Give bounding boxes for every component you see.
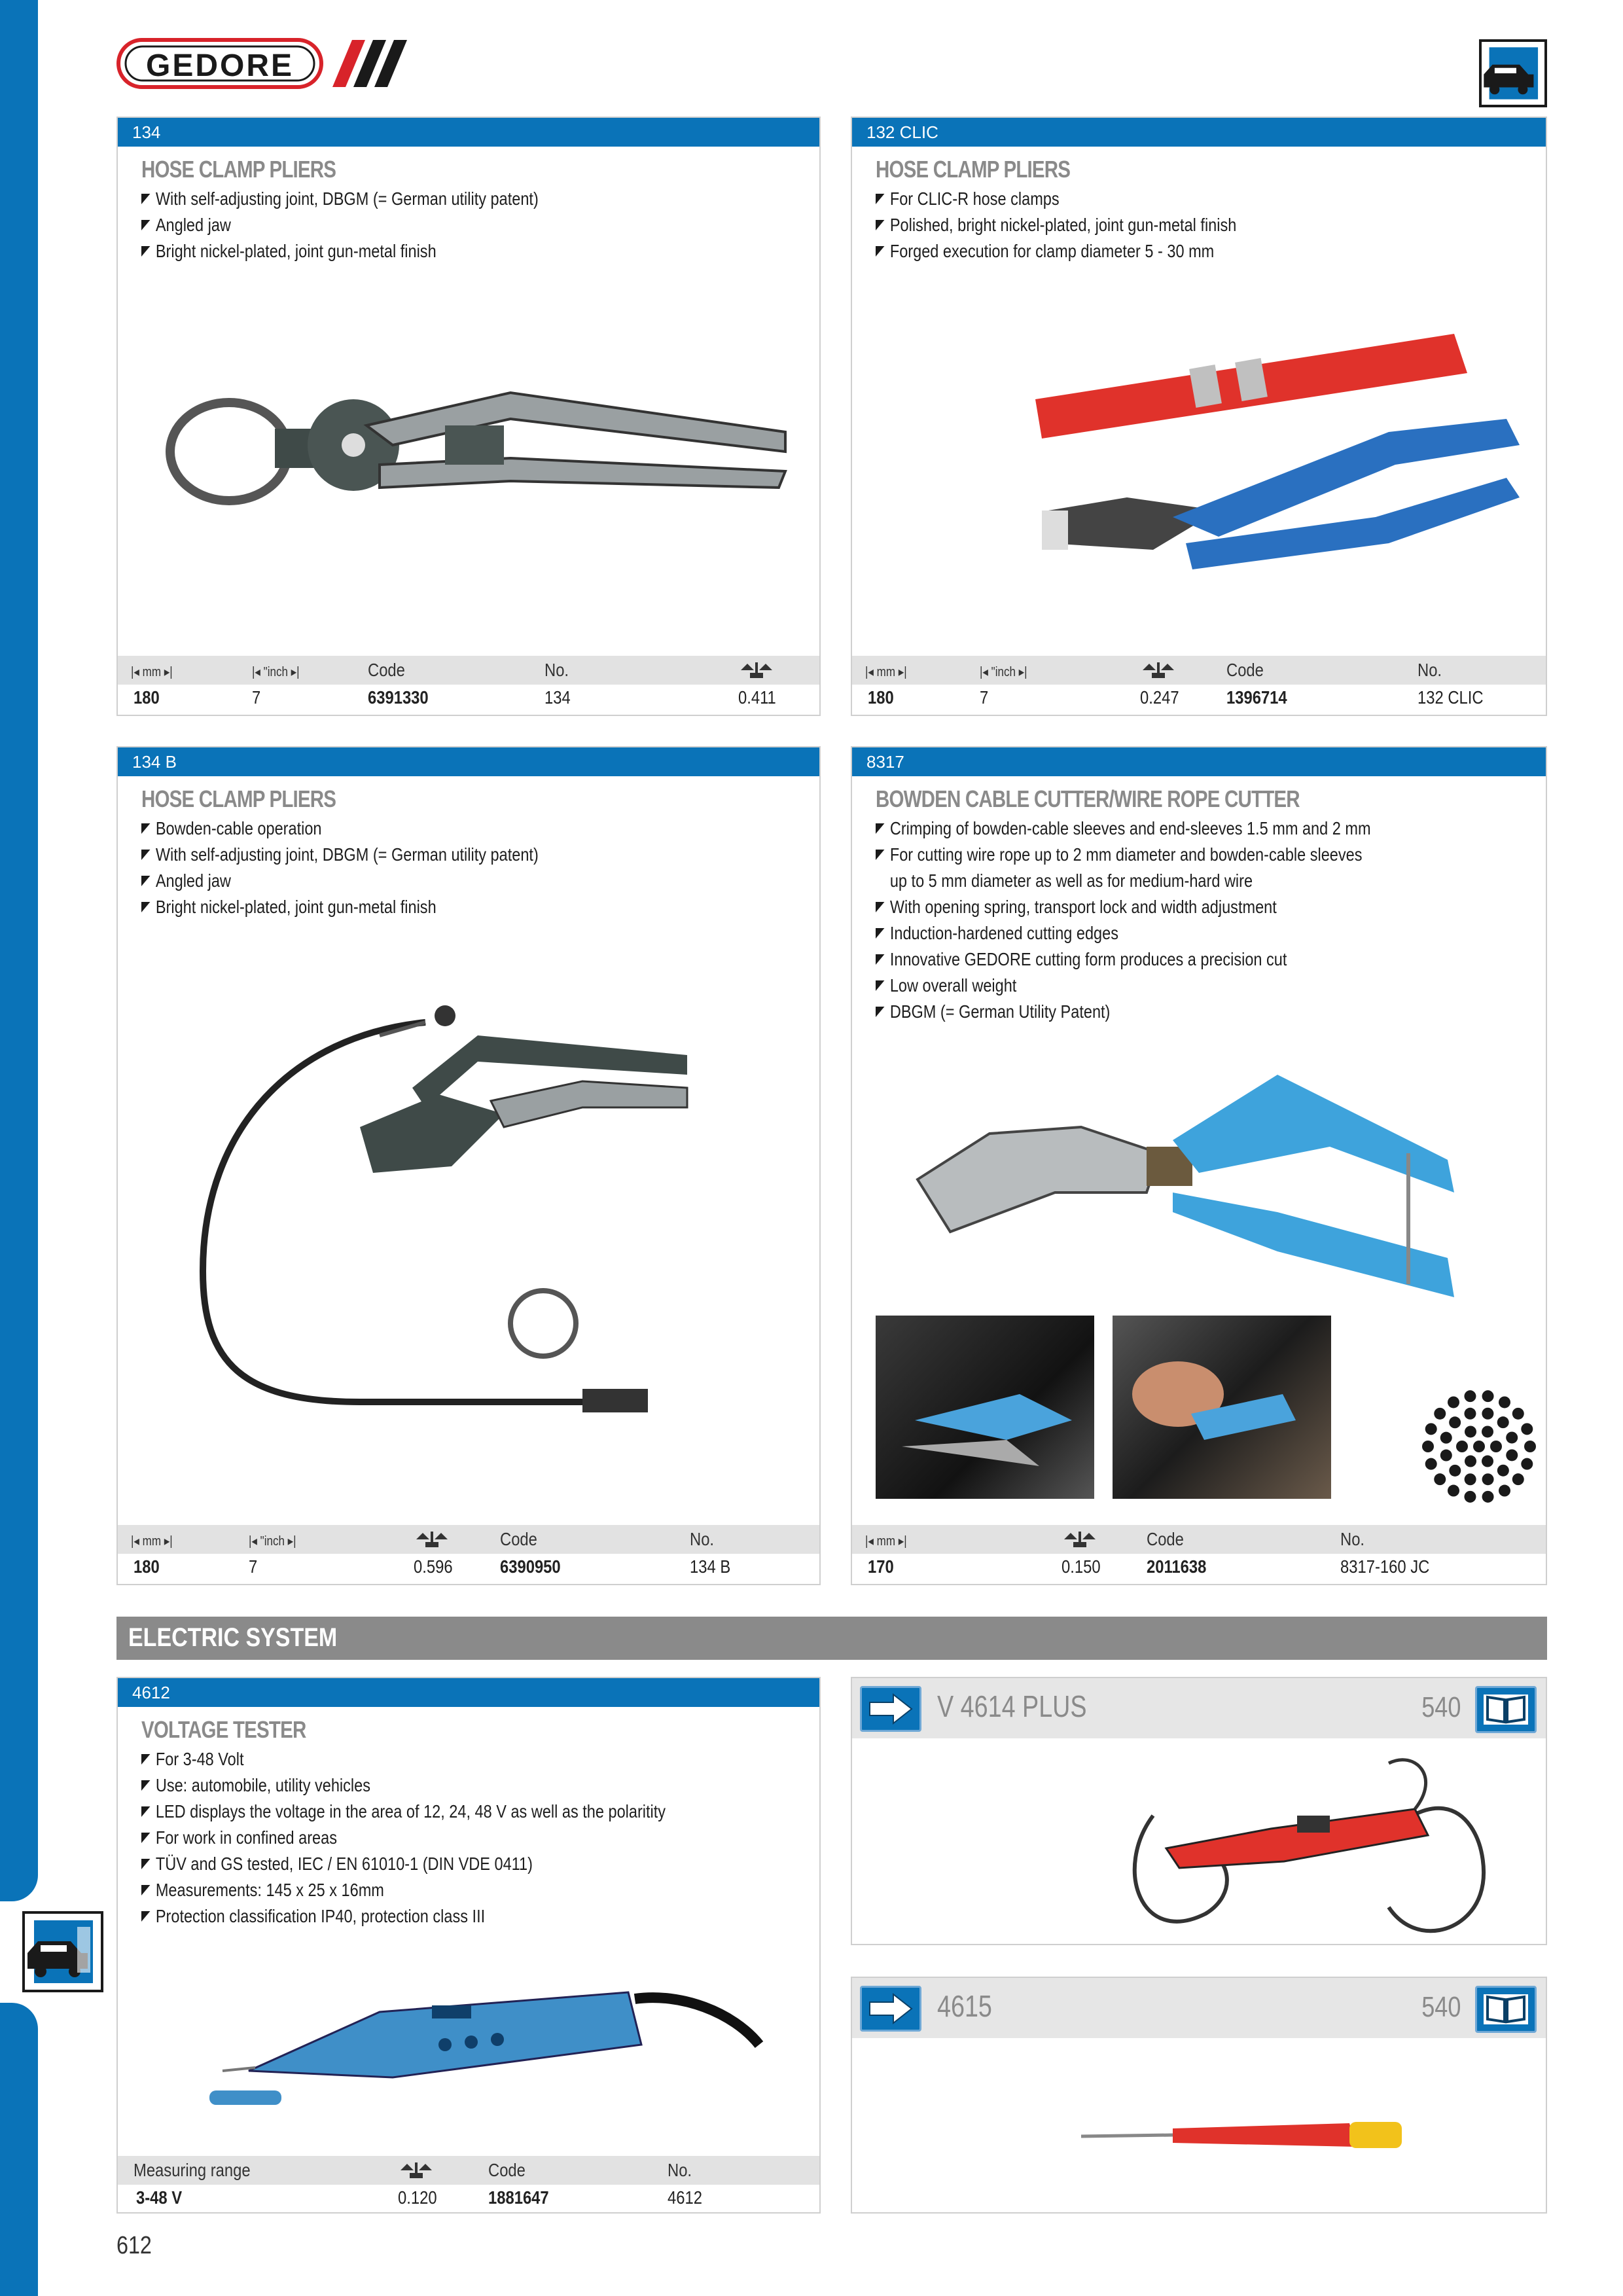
book-icon[interactable] (1475, 1986, 1537, 2033)
cutter-in-use-photo-1 (876, 1316, 1094, 1499)
spec-values (118, 1554, 819, 1580)
bullet-triangle-icon (141, 850, 150, 860)
spec-value-weight: 0.120 (398, 2187, 437, 2208)
bullet-triangle-icon (876, 850, 884, 860)
feature-item: For 3-48 Volt (141, 1746, 666, 1772)
bullet-triangle-icon (141, 1833, 150, 1843)
weight-scale-icon (414, 1530, 450, 1549)
spec-value-weight: 0.150 (1061, 1556, 1101, 1577)
feature-list (141, 1746, 766, 1929)
product-title: VOLTAGE TESTER (141, 1716, 306, 1743)
feature-item: With opening spring, transport lock and width adjustment (876, 894, 1371, 920)
spec-value-code: 6390950 (500, 1556, 561, 1577)
reference-page[interactable]: 540 (1421, 1991, 1461, 2023)
spec-value-code: 2011638 (1147, 1556, 1207, 1577)
product-code: 134 B (118, 747, 819, 776)
section-title: ELECTRIC SYSTEM (128, 1623, 338, 1652)
reference-card-4615[interactable] (851, 1977, 1547, 2214)
product-title: HOSE CLAMP PLIERS (141, 156, 336, 183)
feature-item: LED displays the voltage in the area of 12, 24, 48 V as well as the polaritity (141, 1799, 666, 1825)
spec-header (118, 2156, 819, 2185)
bullet-triangle-icon (876, 823, 884, 834)
feature-item: Polished, bright nickel-plated, joint gun-metal finish (876, 212, 1236, 238)
bullet-triangle-icon (876, 1007, 884, 1017)
spec-header (118, 656, 819, 685)
spec-header (852, 1525, 1546, 1554)
product-title: HOSE CLAMP PLIERS (876, 156, 1071, 183)
spec-values (118, 685, 819, 711)
product-card-4612 (116, 1677, 821, 2214)
spec-values (852, 685, 1546, 711)
feature-item: For cutting wire rope up to 2 mm diameter and bowden-cable sleeves (876, 842, 1371, 868)
bullet-triangle-icon (141, 1780, 150, 1791)
product-code: 4612 (118, 1678, 819, 1707)
spec-header-no: No. (690, 1529, 715, 1549)
spec-header-mm: |◂ mm ▸| (131, 1534, 173, 1549)
spec-header (118, 1525, 819, 1554)
feature-list (876, 186, 1305, 264)
weight-scale-icon (1061, 1530, 1098, 1549)
feature-list (141, 186, 614, 264)
spec-value-weight: 0.411 (738, 687, 776, 708)
spec-value-measuring-range: 3-48 V (136, 2187, 183, 2208)
spec-value-mm: 170 (868, 1556, 894, 1577)
spec-header-inch: |◂ "inch ▸| (249, 1534, 296, 1549)
spec-header-no: No. (544, 660, 569, 680)
clic-pliers-image (1022, 314, 1533, 602)
bullet-triangle-icon (141, 876, 150, 886)
bullet-triangle-icon (141, 902, 150, 912)
feature-item: With self-adjusting joint, DBGM (= German utility patent) (141, 186, 539, 212)
spec-value-inch: 7 (252, 687, 261, 708)
bullet-triangle-icon (141, 220, 150, 230)
feature-item: Use: automobile, utility vehicles (141, 1772, 666, 1799)
spec-value-weight: 0.247 (1140, 687, 1179, 708)
bullet-triangle-icon (141, 1806, 150, 1817)
spec-value-no: 134 (544, 687, 571, 708)
spec-header-no: No. (1340, 1529, 1365, 1549)
spec-value-code: 1396714 (1226, 687, 1287, 708)
bowden-hose-clamp-pliers-image (164, 996, 805, 1494)
feature-item: Forged execution for clamp diameter 5 - 30 mm (876, 238, 1236, 264)
spec-values (118, 2185, 819, 2211)
spec-header-code: Code (1147, 1529, 1184, 1549)
spec-header-no: No. (1418, 660, 1442, 680)
bullet-triangle-icon (141, 1754, 150, 1765)
reference-page[interactable]: 540 (1421, 1691, 1461, 1723)
feature-item: Bowden-cable operation (141, 816, 539, 842)
spec-header-mm: |◂ mm ▸| (131, 665, 173, 679)
spec-values (852, 1554, 1546, 1580)
bullet-triangle-icon (876, 954, 884, 965)
svg-text:GEDORE: GEDORE (145, 48, 294, 83)
section-header (116, 1617, 1547, 1660)
v4614-plus-tester-image (1127, 1750, 1493, 1940)
bullet-triangle-icon (876, 194, 884, 204)
spec-header (852, 656, 1546, 685)
bullet-triangle-icon (141, 1859, 150, 1869)
spec-value-no: 132 CLIC (1418, 687, 1484, 708)
spec-header-code: Code (368, 660, 405, 680)
spec-value-code: 6391330 (368, 687, 429, 708)
feature-item-continued: up to 5 mm diameter as well as for medium-hard wire (889, 870, 1253, 891)
bullet-triangle-icon (141, 823, 150, 834)
product-code: 132 CLIC (852, 118, 1546, 147)
feature-item: Measurements: 145 x 25 x 16mm (141, 1877, 666, 1903)
car-category-icon (22, 1911, 103, 1992)
feature-list (876, 816, 1465, 1025)
feature-list (141, 816, 614, 920)
spec-header-code: Code (1226, 660, 1264, 680)
feature-item: Innovative GEDORE cutting form produces a precision cut (876, 946, 1371, 973)
reference-card-v4614-plus[interactable] (851, 1677, 1547, 1945)
feature-item: Induction-hardened cutting edges (876, 920, 1371, 946)
spec-value-no: 4612 (668, 2187, 702, 2208)
feature-item: For CLIC-R hose clamps (876, 186, 1236, 212)
spec-header-code: Code (500, 1529, 537, 1549)
screwdriver-tester-image (1075, 2109, 1415, 2161)
product-card-8317 (851, 746, 1547, 1585)
feature-item: TÜV and GS tested, IEC / EN 61010-1 (DIN VDE 0411) (141, 1851, 666, 1877)
product-code: 8317 (852, 747, 1546, 776)
bullet-triangle-icon (876, 902, 884, 912)
bullet-triangle-icon (141, 1885, 150, 1895)
product-card-134-b (116, 746, 821, 1585)
spec-header-mm: |◂ mm ▸| (865, 1534, 907, 1549)
spec-header-inch: |◂ "inch ▸| (980, 665, 1027, 679)
spec-value-no: 134 B (690, 1556, 731, 1577)
feature-item: DBGM (= German Utility Patent) (876, 999, 1371, 1025)
bullet-triangle-icon (141, 1911, 150, 1922)
spec-header-no: No. (668, 2160, 692, 2180)
weight-scale-icon (738, 661, 775, 679)
spec-header-measuring-range: Measuring range (134, 2160, 251, 2180)
car-category-icon-top (1479, 39, 1547, 107)
arrow-right-icon[interactable] (860, 1986, 921, 2032)
bullet-triangle-icon (876, 220, 884, 230)
hose-clamp-pliers-image (144, 367, 798, 641)
feature-item: For work in confined areas (141, 1825, 666, 1851)
feature-item: Bright nickel-plated, joint gun-metal finish (141, 238, 539, 264)
bullet-triangle-icon (876, 246, 884, 257)
spec-value-mm: 180 (868, 687, 894, 708)
product-title: BOWDEN CABLE CUTTER/WIRE ROPE CUTTER (876, 785, 1300, 812)
bullet-triangle-icon (876, 980, 884, 991)
arrow-right-icon[interactable] (860, 1686, 921, 1732)
spec-value-code: 1881647 (488, 2187, 549, 2208)
feature-item: Low overall weight (876, 973, 1371, 999)
product-code: 134 (118, 118, 819, 147)
feature-item: Angled jaw (141, 212, 539, 238)
sidebar-band-bottom (0, 2003, 38, 2296)
spec-header-inch: |◂ "inch ▸| (252, 665, 300, 679)
spec-header-mm: |◂ mm ▸| (865, 665, 907, 679)
weight-scale-icon (1140, 661, 1177, 679)
wire-rope-cross-section-icon (1420, 1388, 1538, 1505)
bullet-triangle-icon (141, 246, 150, 257)
book-icon[interactable] (1475, 1686, 1537, 1733)
feature-item: Crimping of bowden-cable sleeves and end-sleeves 1.5 mm and 2 mm (876, 816, 1371, 842)
product-card-132-clic (851, 117, 1547, 716)
spec-value-no: 8317-160 JC (1340, 1556, 1430, 1577)
page-number: 612 (116, 2232, 152, 2259)
spec-header-code: Code (488, 2160, 526, 2180)
cutter-in-use-photo-2 (1113, 1316, 1331, 1499)
weight-scale-icon (398, 2161, 435, 2179)
spec-value-mm: 180 (134, 1556, 160, 1577)
sidebar-band-top (0, 0, 38, 1901)
spec-value-inch: 7 (249, 1556, 258, 1577)
product-card-134 (116, 117, 821, 716)
bullet-triangle-icon (876, 928, 884, 939)
spec-value-inch: 7 (980, 687, 989, 708)
bullet-triangle-icon (141, 194, 150, 204)
voltage-tester-image (183, 1973, 798, 2130)
reference-code[interactable]: 4615 (937, 1989, 992, 2023)
spec-value-mm: 180 (134, 687, 160, 708)
feature-item: Protection classification IP40, protection class III (141, 1903, 666, 1929)
feature-item: Angled jaw (141, 868, 539, 894)
feature-item: Bright nickel-plated, joint gun-metal finish (141, 894, 539, 920)
reference-code[interactable]: V 4614 PLUS (937, 1689, 1087, 1723)
product-title: HOSE CLAMP PLIERS (141, 785, 336, 812)
spec-value-weight: 0.596 (414, 1556, 453, 1577)
feature-item: With self-adjusting joint, DBGM (= German utility patent) (141, 842, 539, 868)
gedore-logo (116, 38, 414, 89)
